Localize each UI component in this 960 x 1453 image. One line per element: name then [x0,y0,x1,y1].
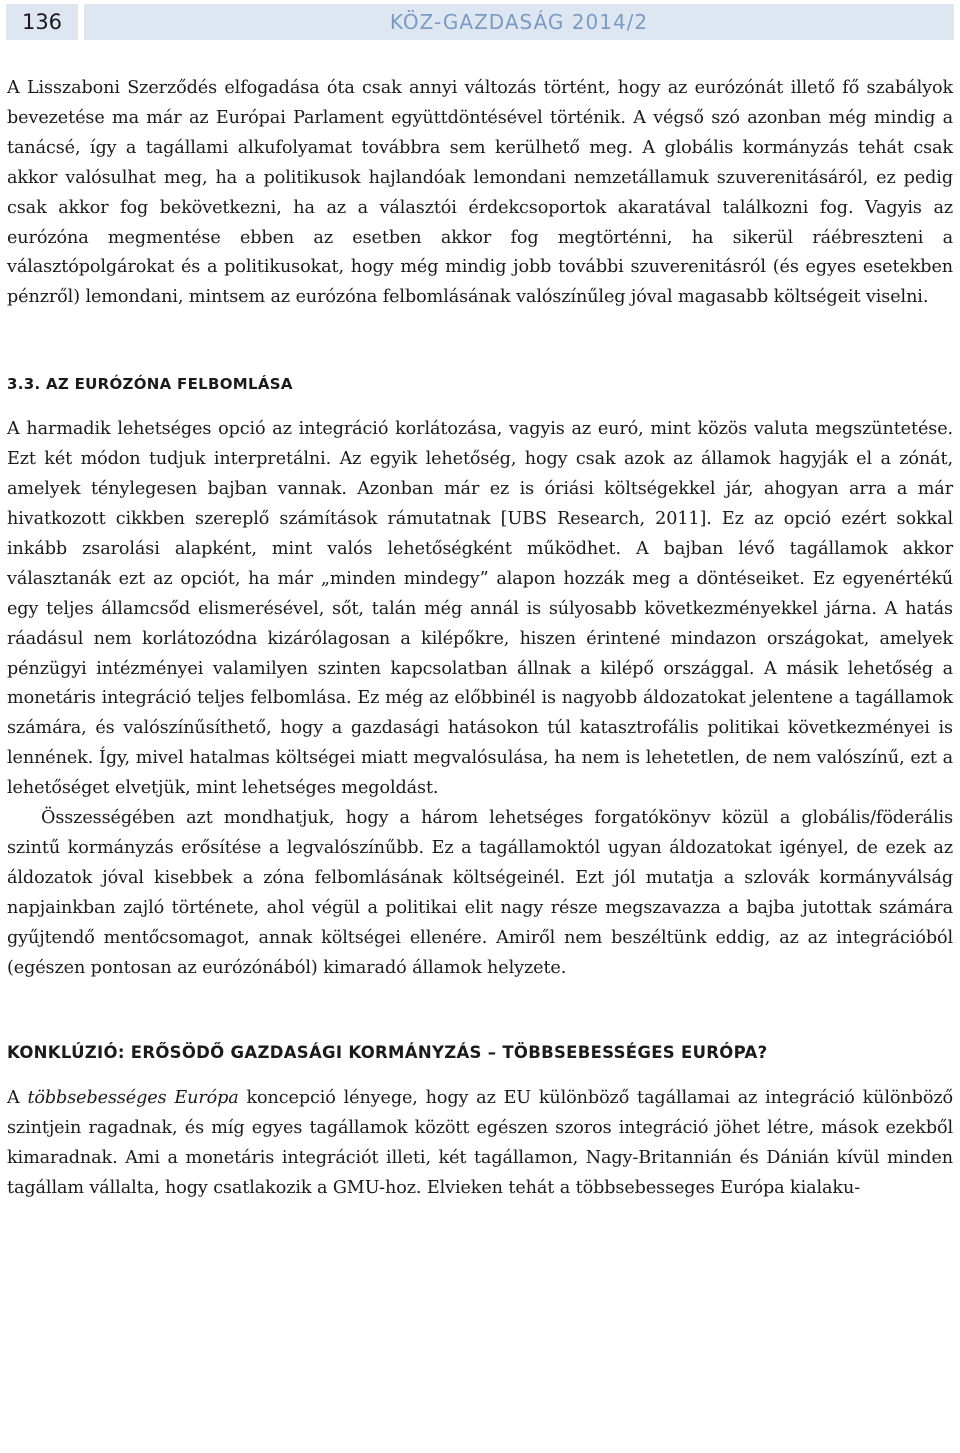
paragraph: A Lisszaboni Szerződés elfogadása óta csak annyi változás történt, hogy az eurózónát illető fő szabályok bevezetése ma már az Európai Parlament együttdöntésével történik. A végső szó azonban még mindig a tanácsé, így a tagállami alkufolyamat továbbra sem kerülhető meg. A globális kormányzás tehát csak akkor valósulhat meg, ha a politikusok hajlandóak lemondani nemzetállamuk szuverenitásáról, ez pedig csak akkor fog bekövetkezni, ha az a választói érdekcsoportok akaratával találkozni fog. Vagyis az eurózóna megmentése ebben az esetben akkor fog megtörténni, ha sikerül ráébreszteni a választópolgárokat és a politikusokat, hogy még mindig jobb további szuverenitásról (és egyes esetekben pénzről) lemondani, mintsem az eurózóna felbomlásának valószínűleg jóval magasabb költségeit viselni. [7,78,953,308]
emphasis-term: többsebességes Európa [27,1088,239,1109]
conclusion-heading: KONKLÚZIÓ: ERŐSÖDŐ GAZDASÁGI KORMÁNYZÁS – TÖBBSEBESSÉGES EURÓPA? [7,1043,768,1063]
article-body [7,74,953,1204]
paragraph-rest: koncepció lényege, hogy az EU különböző tagállamai az integráció különböző szintjein ragadnak, és míg egyes tagállamok között egészen szoros integráció jöhet létre, mások ezekből kimaradnak. Ami a monetáris integrációt illeti, két tagállamon, Nagy-Britannián és Dánián kívül minden tagállam vállalta, hogy csatlakozik a GMU-hoz. Elvieken tehát a többsebesseges Európa kialaku- [7,1088,953,1199]
paragraph-lead: A [7,1088,28,1109]
page-number: 136 [6,4,78,40]
section-heading-wrapper [7,375,953,393]
paragraph [7,1084,953,1204]
journal-title: KÖZ-GAZDASÁG 2014/2 [84,4,954,40]
section-heading-wrapper [7,1043,953,1062]
paragraph: A harmadik lehetséges opció az integráció korlátozása, vagyis az euró, mint közös valuta megszüntetése. Ezt két módon tudjuk interpretálni. Az egyik lehetőség, hogy csak azok az államok hagyják el a zónát, amelyek ténylegesen bajban vannak. Azonban már ez is óriási költségekkel jár, ahogyan arra a már hivatkozott cikkben szereplő számítások rámutatnak [UBS Research, 2011]. Ez az opció ezért sokkal inkább zsarolási alapként, mint valós lehetőségként működhet. A bajban lévő tagállamok akkor választanák ezt az opciót, ha már „minden mindegy” alapon hozzák meg a döntéseiket. Ez egyenértékű egy teljes államcsőd elismerésével, sőt, talán még annál is súlyosabb következményekkel járna. A hatás ráadásul nem korlátozódna kizárólagosan a kilépőkre, hiszen érintené mindazon országokat, amelyek pénzügyi intézményei valamilyen szinten kapcsolatban állnak a kilépő országgal. A másik lehetőség a monetáris integráció teljes felbomlása. Ez még az előbbinél is nagyobb áldozatokat jelentene a tagállamok számára, és valószínűsíthető, hogy a gazdasági hatásokon túl katasztrofális politikai következményei is lennének. Így, mivel hatalmas költségei miatt megvalósulása, ha nem is lehetetlen, de nem valószínű, ezt a lehetőséget elvetjük, mint lehetséges megoldást. [7,419,953,799]
section-heading: 3.3. AZ EURÓZÓNA FELBOMLÁSA [7,375,293,394]
paragraph: Összességében azt mondhatjuk, hogy a három lehetséges forgatókönyv közül a globális/föderális szintű kormányzás erősítése a legvalószínűbb. Ez a tagállamoktól ugyan áldozatokat igényel, de ezek az áldozatok jóval kisebbek a zóna felbomlásának költségeinél. Ezt jól mutatja a szlovák kormányválság napjainkban zajló története, ahol végül a politikai elit nagy része megszavazza a bajba jutottak számára gyűjtendő mentőcsomagot, annak költségei ellenére. Amiről nem beszéltünk eddig, az az integrációból (egészen pontosan az eurózónából) kimaradó államok helyzete. [7,808,953,978]
page-header [6,4,954,40]
